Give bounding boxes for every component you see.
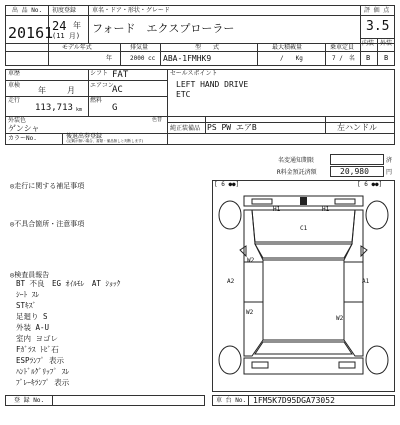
type-label: 型 式: [195, 44, 220, 51]
sales-point-label: セールスポイント: [170, 70, 218, 77]
fuel-value: G: [112, 103, 118, 113]
mark-a1: A1: [362, 278, 370, 285]
chassis-number: 1FM5K7D95DGA73052: [253, 396, 335, 405]
equipment-value: PS PW エアB: [207, 123, 257, 132]
windshield: [255, 244, 352, 258]
tire-left-label: [ 6 ●●]: [214, 181, 240, 188]
exterior-label: 外装: [380, 40, 393, 47]
reg-year: 24: [52, 19, 67, 33]
mileage-unit: km: [76, 107, 83, 113]
mark-w2-rear-left: W2: [246, 309, 254, 316]
ext-color-value: ゲンシャ: [8, 124, 40, 133]
report-line: STｷｽﾞ: [16, 301, 37, 310]
sales-point-2: ETC: [176, 90, 191, 99]
rear-left-wheel: [219, 346, 241, 374]
mark-c1: C1: [300, 225, 308, 232]
first-reg-label: 初度登録: [52, 7, 77, 14]
defects-label: ◎不具合箇所・注意事項: [10, 220, 85, 228]
left-side: [244, 210, 263, 356]
mileage-value: 113,713: [35, 103, 73, 113]
inspector-label: ◎検査員報告: [10, 271, 50, 279]
roof: [263, 260, 344, 340]
inspection-label: 車検: [8, 82, 21, 89]
report-line: 外装 A-U: [16, 323, 50, 332]
vehicle-history-label: 車歴: [8, 70, 21, 77]
car-diagram: [212, 180, 395, 392]
retrofit-note: (記載が無い場合、書類・備品無しと判断します): [66, 139, 144, 143]
ext-color-label: 外装色: [8, 117, 27, 124]
max-load-label: 最大積載量: [272, 44, 303, 51]
ac-value: AC: [112, 85, 123, 95]
color-change-label: 色替: [152, 117, 163, 123]
rear-window: [255, 342, 352, 354]
rear-bumper: [244, 358, 363, 374]
model-year-label: モデル年式: [62, 44, 92, 51]
equipment-label: 純正装備品: [170, 125, 201, 132]
reg-year-unit: 年: [73, 21, 81, 30]
capacity-label: 乗車定員: [330, 44, 355, 51]
fixed-label: 済: [386, 157, 393, 164]
mark-a2: A2: [227, 278, 235, 285]
front-right-wheel: [366, 201, 388, 229]
reg-no-label: 登 録 No.: [14, 397, 45, 404]
report-line: ﾊﾝﾄﾞﾙｸﾞﾘｯﾌﾟ ｽﾚ: [16, 367, 70, 376]
recycle-amount: 20,980: [340, 167, 369, 176]
driving-notes-label: ◎走行に関する補足事項: [10, 182, 85, 190]
mark-h1-right: H1: [322, 206, 330, 213]
score-value: 3.5: [366, 19, 390, 34]
report-line: 足廻り S: [16, 312, 48, 321]
name-change-label: 名変通知期限: [278, 157, 315, 164]
rear-right-wheel: [366, 346, 388, 374]
steering-value: 左ハンドル: [337, 123, 377, 132]
lot-no-label: 出 品 No.: [12, 7, 43, 14]
report-line: ｼｰﾄ ｽﾚ: [16, 290, 40, 299]
lot-number: 20161: [8, 24, 54, 42]
chassis-label: 車 台 No.: [216, 397, 247, 404]
report-line: 室内 ヨゴレ: [16, 334, 59, 343]
retrofit-label: 後退出券登録: [66, 133, 103, 140]
front-left-wheel: [219, 201, 241, 229]
mileage-label: 走行: [8, 97, 21, 104]
shift-label: シフト: [90, 70, 109, 77]
reg-month: (11 月): [52, 32, 81, 40]
displacement-value: 2000 cc: [130, 55, 156, 62]
shift-value: FAT: [112, 70, 129, 80]
mark-w2-rear-right: W2: [336, 315, 344, 322]
mark-w2-front-left: W2: [247, 257, 255, 264]
capacity-value: 7 / 名: [332, 55, 355, 62]
exterior-grade: B: [384, 54, 389, 62]
model-grade-label: 車名・ドア・形状・グレード: [92, 7, 170, 14]
right-side: [344, 210, 363, 356]
mark-h1-left: H1: [273, 206, 281, 213]
score-label: 評 価 点: [364, 7, 390, 14]
sales-point-1: LEFT HAND DRIVE: [176, 80, 249, 89]
ac-label: エアコン: [90, 82, 114, 89]
inspection-year: 年: [38, 86, 46, 95]
car-name: フォード エクスプローラー: [92, 22, 235, 35]
interior-grade: B: [366, 54, 371, 62]
color-no-label: カラーNo.: [8, 135, 37, 142]
interior-label: 内装: [362, 40, 375, 47]
report-line: Fｶﾞﾗｽ ﾄﾋﾞ石: [16, 345, 59, 354]
report-line: BT 不良 EG ｵｲﾙﾓﾚ AT ｼｮｯｸ: [16, 279, 121, 288]
model-type-value: ABA-1FMHK9: [163, 54, 212, 63]
inspection-month: 月: [67, 86, 75, 95]
max-load-value: / Kg: [280, 55, 303, 62]
recycle-label: R料金預託済額: [277, 169, 317, 176]
fuel-label: 燃料: [90, 97, 103, 104]
tire-right-label: [ 6 ●●]: [357, 181, 383, 188]
report-line: ﾌﾞﾚｰｷﾗﾝﾌﾟ 表示: [16, 378, 70, 387]
model-year-unit: 年: [106, 55, 113, 62]
displacement-label: 排気量: [130, 44, 149, 51]
yen-label: 円: [386, 169, 393, 176]
report-line: ESPﾗﾝﾌﾟ 表示: [16, 356, 65, 365]
